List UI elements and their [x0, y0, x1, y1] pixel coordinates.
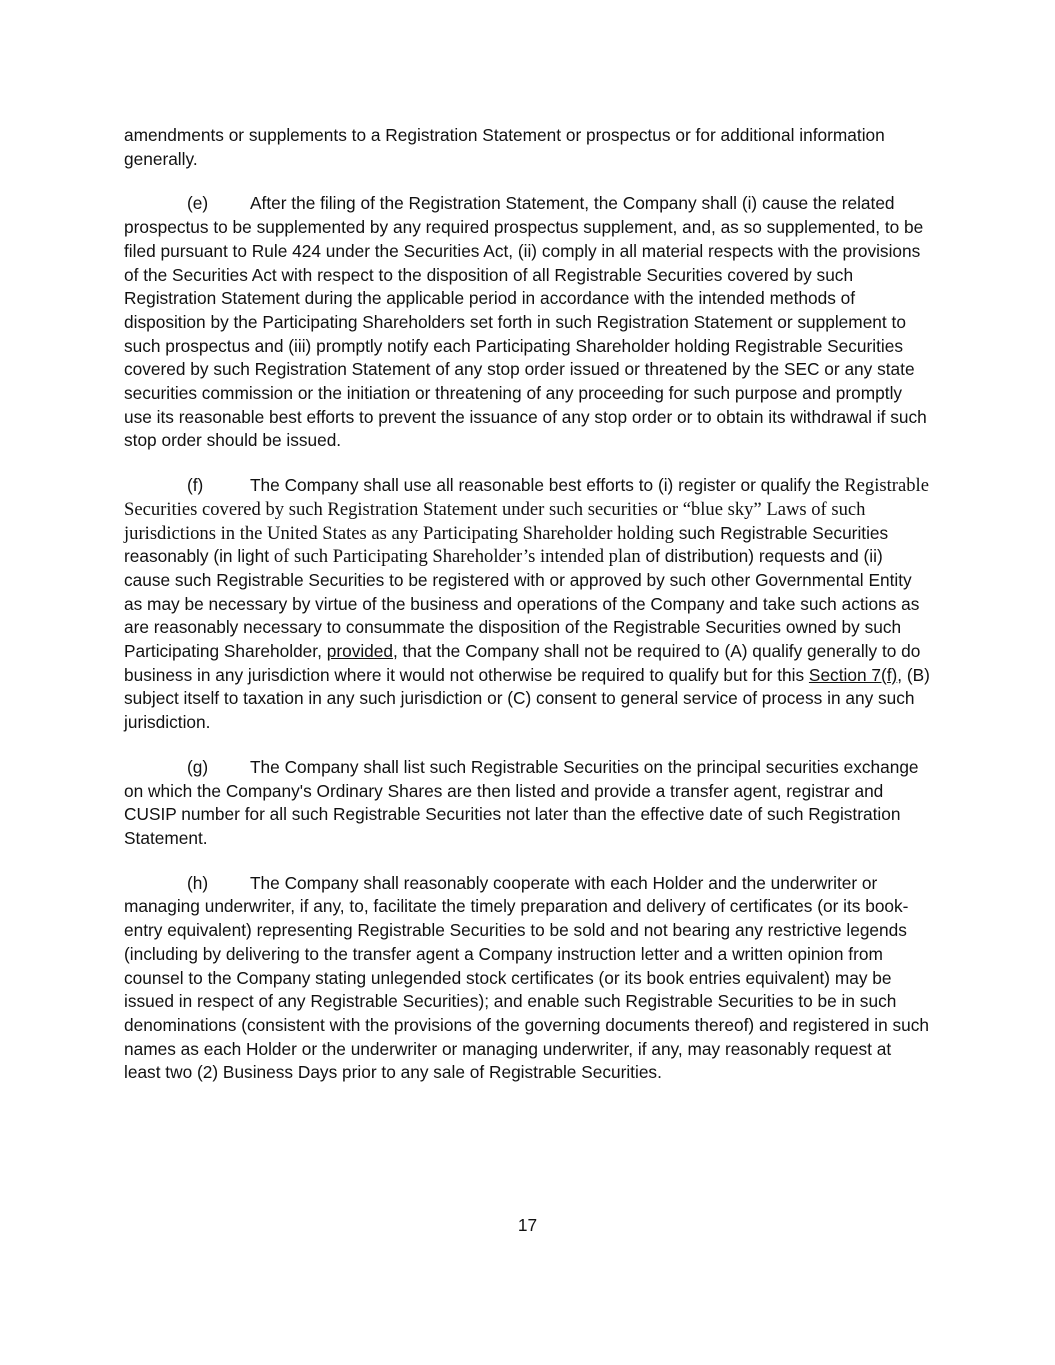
paragraph-f-text-serif-2: of such Participating Shareholder’s intended plan	[273, 546, 641, 568]
paragraph-e-text: After the filing of the Registration Statement, the Company shall (i) cause the related prospectus to be supplemented by any required prospectus supplement, and, as so supplemented, to be filed pursuant to Rule 424 under the Securities Act, (ii) comply in all material respects with the provisions of the Securities Act with respect to the disposition of all Registrable Securities covered by such Registration Statement during the applicable period in accordance with the intended methods of disposition by the Participating Shareholders set forth in such Registration Statement or supplement to such prospectus and (iii) promptly notify each Participating Shareholder holding Registrable Securities covered by such Registration Statement of any stop order issued or threatened by the SEC or any state securities commission or the initiation or threatening of any proceeding for such purpose and promptly use its reasonable best efforts to prevent the issuance of any stop order or to obtain its withdrawal if such stop order should be issued.	[124, 193, 927, 451]
page-number: 17	[517, 1215, 538, 1235]
paragraph-e	[124, 192, 932, 453]
paragraph-f-label: (f)	[187, 475, 204, 496]
paragraph-f-text-c: of distribution) requests and (ii) cause such Registrable Securities to be registered with or approved by such other Governmental Entity as may be necessary by virtue of the business and operations of the Company and take such actions as are reasonably necessary to consummate the disposition of the Registrable Securities owned by such Participating Shareholder,	[124, 546, 920, 662]
provided-term: provided	[326, 641, 394, 662]
paragraph-f-text-e: , (B) subject itself to taxation in any such jurisdiction or (C) consent to general service of process in any such jurisdiction.	[124, 664, 930, 733]
paragraph-h	[124, 872, 932, 1085]
paragraph-f-text-a: The Company shall use all reasonable best efforts to (i) register or qualify the	[250, 475, 840, 496]
section-reference: Section 7(f)	[808, 664, 898, 685]
paragraph-f	[124, 474, 932, 735]
paragraph-f-text-b: such Registrable Securities reasonably (in light	[124, 522, 889, 567]
paragraph-h-label: (h)	[187, 872, 209, 893]
paragraph-g-label: (g)	[187, 756, 209, 777]
paragraph-intro-text: amendments or supplements to a Registration Statement or prospectus or for additional information generally.	[124, 125, 885, 169]
paragraph-intro	[124, 124, 932, 171]
paragraph-f-text-serif-1: Registrable Securities covered by such Registration Statement under such securities or “blue sky” Laws of such jurisdictions in the United States as any Participating Shareholder holding	[124, 475, 929, 544]
document-page	[124, 124, 932, 1106]
paragraph-e-label: (e)	[187, 193, 209, 214]
paragraph-g	[124, 756, 932, 851]
paragraph-h-text: The Company shall reasonably cooperate with each Holder and the underwriter or managing underwriter, if any, to, facilitate the timely preparation and delivery of certificates (or its book-entry equivalent) representing Registrable Securities to be sold and not bearing any restrictive legends (including by delivering to the transfer agent a Company instruction letter and a written opinion from counsel to the Company stating unlegended stock certificates (or its book entries equivalent) may be issued in respect of any Registrable Securities); and enable such Registrable Securities to be in such denominations (consistent with the provisions of the governing documents thereof) and registered in such names as each Holder or the underwriter or managing underwriter, if any, may reasonably request at least two (2) Business Days prior to any sale of Registrable Securities.	[124, 872, 929, 1083]
paragraph-f-text-d: , that the Company shall not be required to (A) qualify generally to do business in any jurisdiction where it would not otherwise be required to qualify but for this	[124, 641, 921, 685]
paragraph-g-text: The Company shall list such Registrable Securities on the principal securities exchange on which the Company's Ordinary Shares are then listed and provide a transfer agent, registrar and CUSIP number for all such Registrable Securities not later than the effective date of such Registration Statement.	[124, 756, 919, 848]
